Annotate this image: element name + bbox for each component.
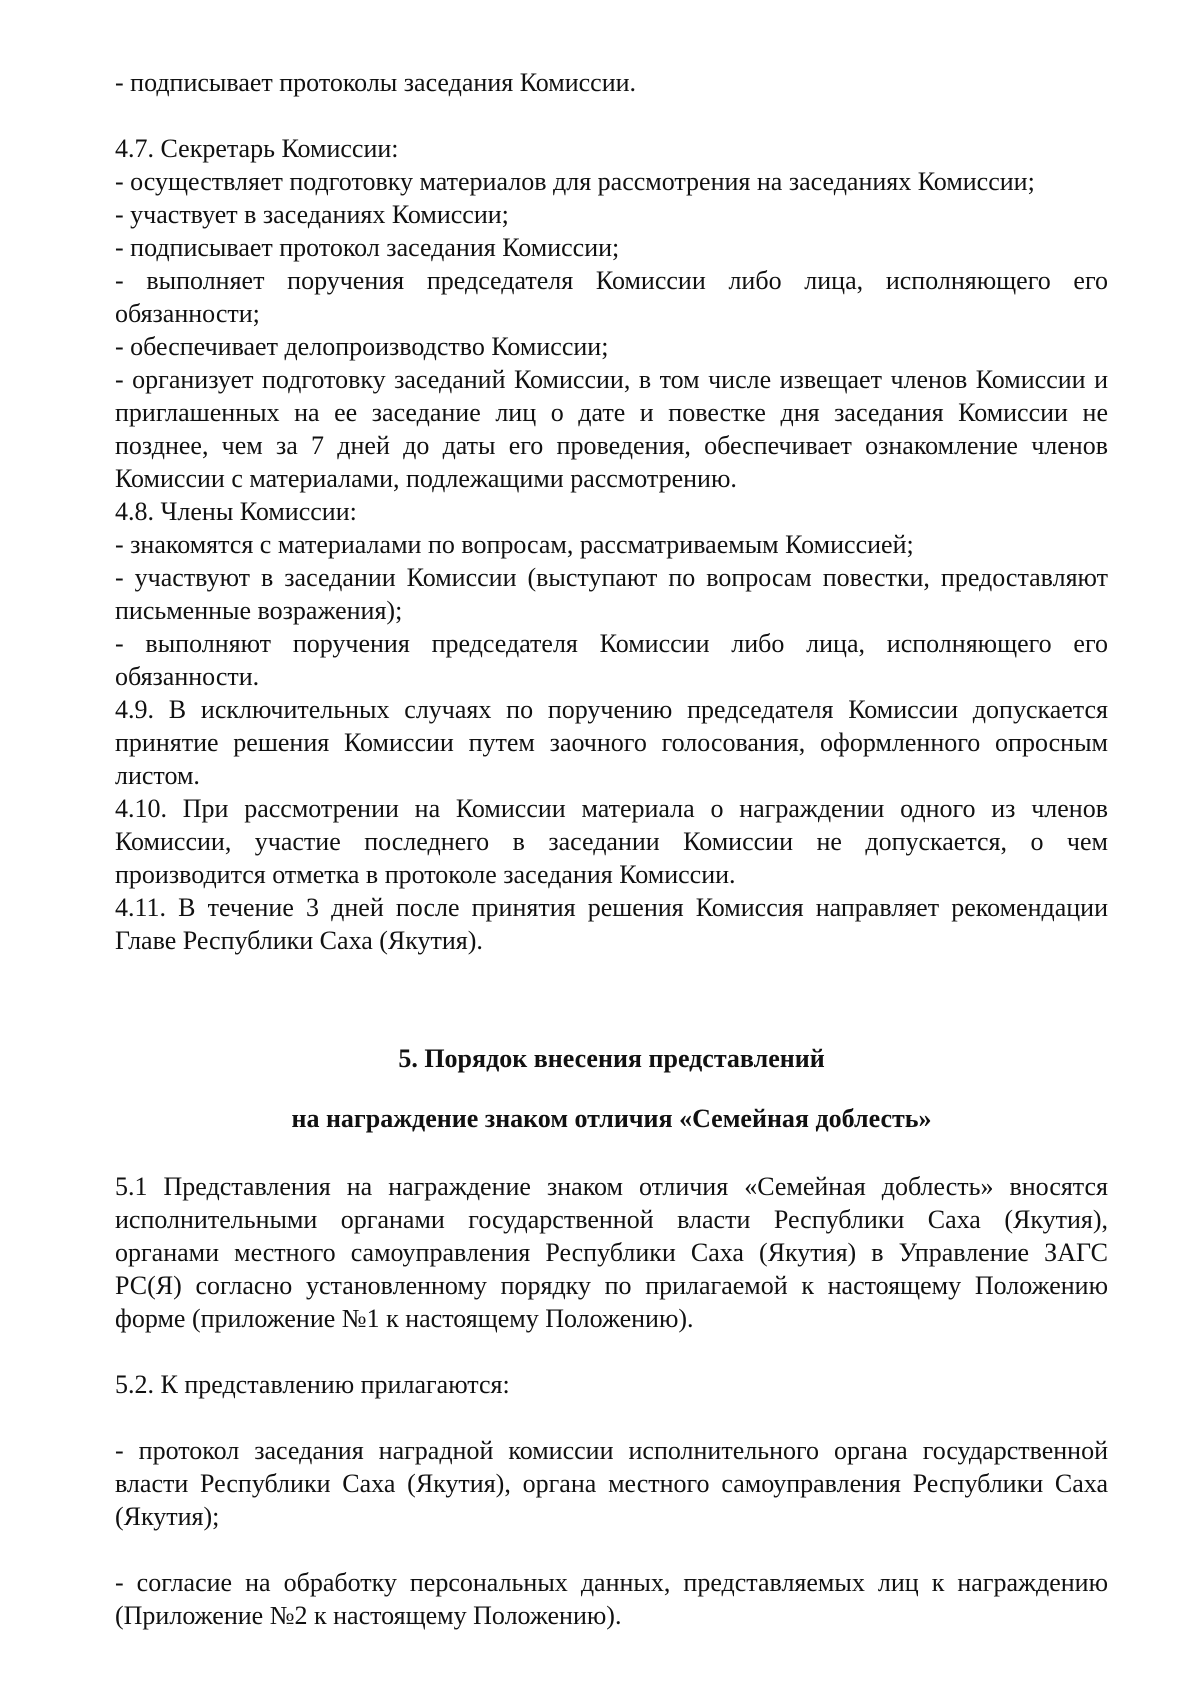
clause-5-2-item: - протокол заседания наградной комиссии исполнительного органа государственной власти Республики Саха (Якутия), органа местного самоуправления Республики Саха (Якутия); (115, 1436, 1108, 1531)
clause-5-1: 5.1 Представления на награждение знаком отличия «Семейная доблесть» вносятся исполнительными органами государственной власти Республики Саха (Якутия), органами местного самоуправления Республики Саха (Якутия) в Управление ЗАГС РС(Я) согласно установленному порядку по прилагаемой к настоящему Положению форме (приложение №1 к настоящему Положению). (115, 1172, 1108, 1333)
section-5-heading-line-2: на награждение знаком отличия «Семейная доблесть» (291, 1104, 932, 1133)
clause-4-8-item: - выполняют поручения председателя Комиссии либо лица, исполняющего его обязанности. (115, 629, 1108, 691)
clause-4-7-title: 4.7. Секретарь Комиссии: (115, 134, 399, 163)
clause-4-7-item: - осуществляет подготовку материалов для рассмотрения на заседаниях Комиссии; (115, 167, 1035, 196)
clause-4-7-item: - подписывает протокол заседания Комиссии; (115, 233, 620, 262)
section-5-heading (115, 1042, 1108, 1135)
clause-4-9: 4.9. В исключительных случаях по поручению председателя Комиссии допускается принятие решения Комиссии путем заочного голосования, оформленного опросным листом. (115, 695, 1108, 790)
clause-4-7-item: - участвует в заседаниях Комиссии; (115, 200, 509, 229)
clause-4-8-item: - участвуют в заседании Комиссии (выступают по вопросам повестки, предоставляют письменные возражения); (115, 563, 1108, 625)
clause-4-7-item: - выполняет поручения председателя Комиссии либо лица, исполняющего его обязанности; (115, 266, 1108, 328)
clause-4-7-item: - обеспечивает делопроизводство Комиссии; (115, 332, 609, 361)
chair-signs-item: - подписывает протоколы заседания Комиссии. (115, 68, 637, 97)
clause-4-10: 4.10. При рассмотрении на Комиссии материала о награждении одного из членов Комиссии, участие последнего в заседании Комиссии не допускается, о чем производится отметка в протоколе заседания Комиссии. (115, 794, 1108, 889)
document-body (115, 66, 1108, 1632)
clause-4-8-item: - знакомятся с материалами по вопросам, рассматриваемым Комиссией; (115, 530, 914, 559)
section-5-heading-line-1: 5. Порядок внесения представлений (398, 1044, 825, 1073)
clause-5-2-item: - согласие на обработку персональных данных, представляемых лиц к награждению (Приложение №2 к настоящему Положению). (115, 1568, 1108, 1630)
clause-4-8-title: 4.8. Члены Комиссии: (115, 497, 357, 526)
clause-5-2-title: 5.2. К представлению прилагаются: (115, 1370, 510, 1399)
clause-4-7-item: - организует подготовку заседаний Комиссии, в том числе извещает членов Комиссии и приглашенных на ее заседание лиц о дате и повестке дня заседания Комиссии не позднее, чем за 7 дней до даты его проведения, обеспечивает ознакомление членов Комиссии с материалами, подлежащими рассмотрению. (115, 365, 1108, 493)
clause-4-11: 4.11. В течение 3 дней после принятия решения Комиссия направляет рекомендации Главе Республики Саха (Якутия). (115, 893, 1108, 955)
